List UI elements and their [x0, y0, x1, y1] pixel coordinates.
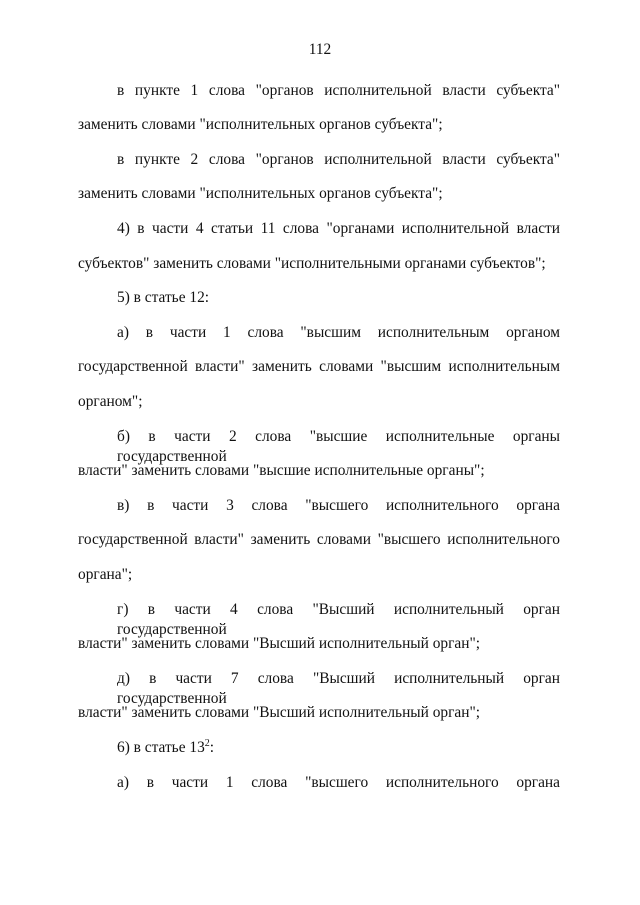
text-line-with-superscript: [117, 738, 214, 758]
text-line: власти" заменить словами "Высший исполнительный орган";: [78, 704, 481, 721]
text-line: г) в части 4 слова "Высший исполнительный орган государственной: [117, 601, 560, 638]
text-line: государственной власти" заменить словами "высшего исполнительного: [78, 531, 560, 548]
text-line: 5) в статье 12:: [117, 289, 210, 306]
text-line: 4) в части 4 статьи 11 слова "органами исполнительной власти: [117, 220, 560, 237]
text-line-tail: :: [209, 739, 215, 756]
text-line: а) в части 1 слова "высшим исполнительным органом: [117, 324, 560, 341]
superscript: 2: [204, 738, 210, 749]
text-line: в пункте 1 слова "органов исполнительной власти субъекта": [117, 82, 560, 99]
text-line: 6) в статье 13: [117, 739, 205, 756]
text-line: власти" заменить словами "Высший исполнительный орган";: [78, 635, 481, 652]
text-line: органом";: [78, 393, 143, 410]
text-line: б) в части 2 слова "высшие исполнительные органы государственной: [117, 428, 560, 465]
text-line: а) в части 1 слова "высшего исполнительного органа: [117, 774, 560, 791]
text-line: субъектов" заменить словами "исполнительными органами субъектов";: [78, 255, 546, 272]
text-line: в) в части 3 слова "высшего исполнительного органа: [117, 497, 560, 514]
page-number: 112: [308, 41, 332, 58]
text-line: власти" заменить словами "высшие исполнительные органы";: [78, 462, 485, 479]
text-line: заменить словами "исполнительных органов субъекта";: [78, 185, 443, 202]
text-line: государственной власти" заменить словами "высшим исполнительным: [78, 358, 560, 375]
text-line: органа";: [78, 566, 133, 583]
text-line: заменить словами "исполнительных органов субъекта";: [78, 116, 443, 133]
text-line: в пункте 2 слова "органов исполнительной власти субъекта": [117, 151, 560, 168]
text-line: д) в части 7 слова "Высший исполнительный орган государственной: [117, 670, 560, 707]
